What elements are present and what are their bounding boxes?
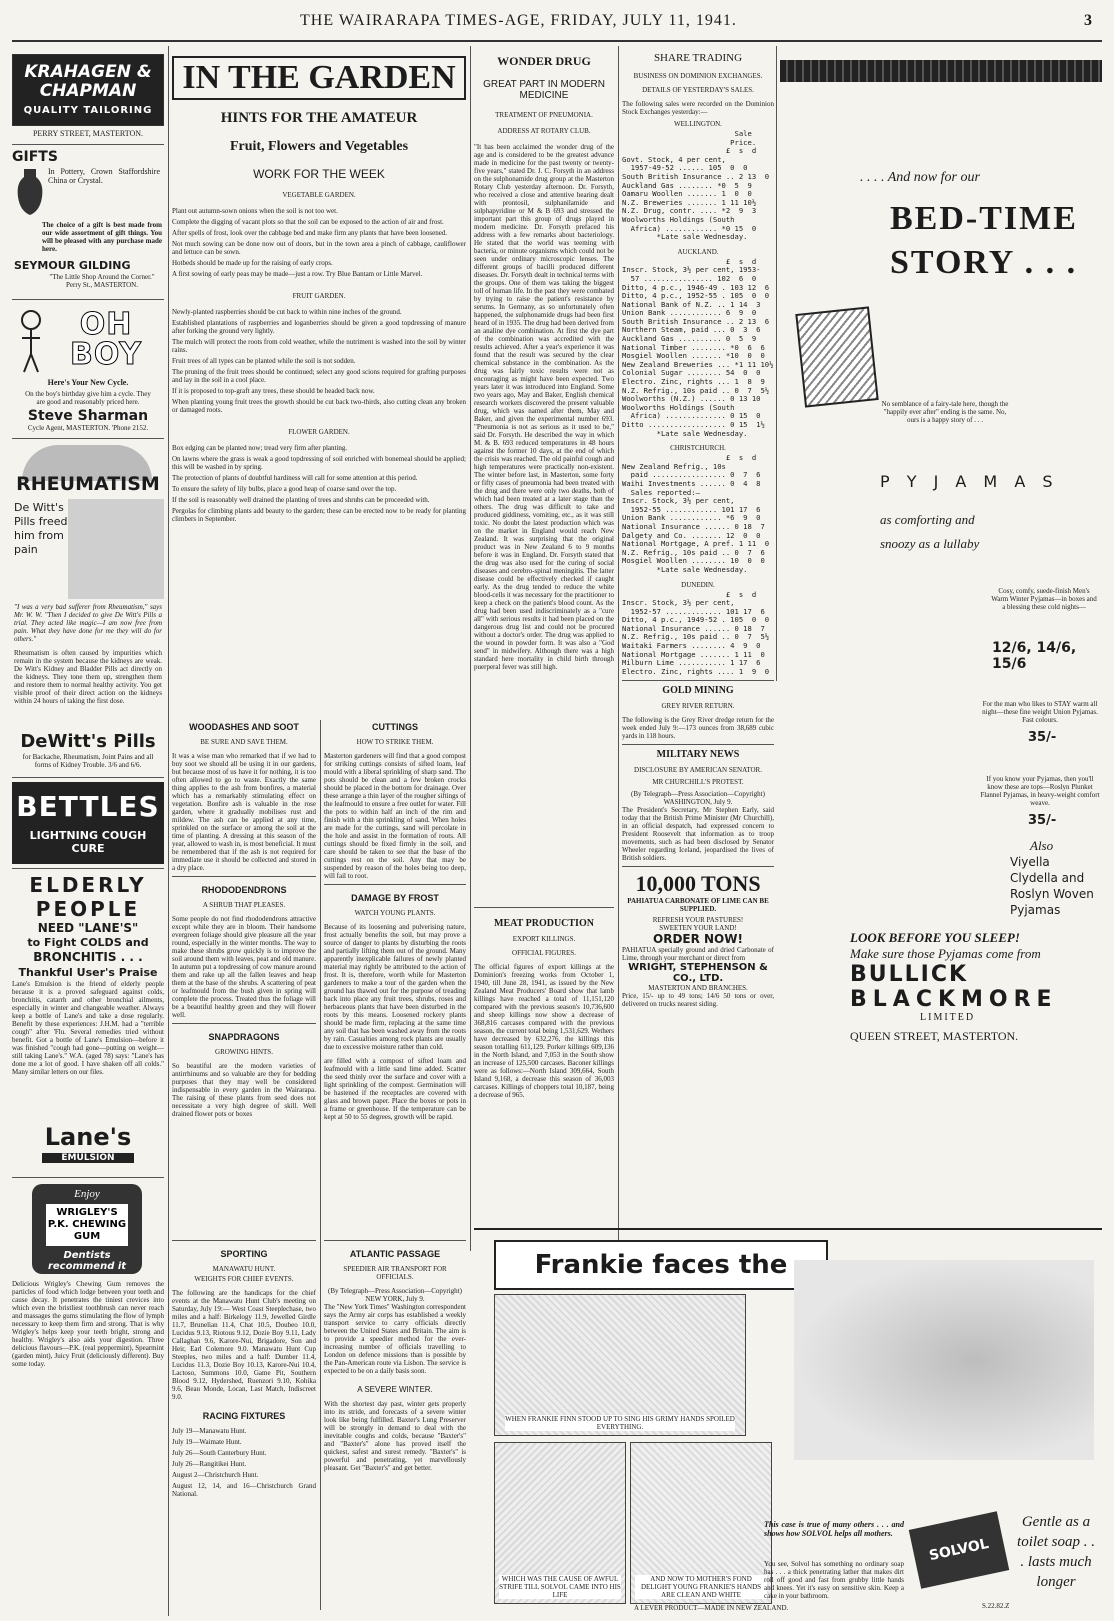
- garden-h3: WORK FOR THE WEEK: [253, 167, 385, 181]
- masthead: [0, 0, 1114, 46]
- dewitt-logo: DeWitt's Pills: [20, 731, 156, 752]
- frost-sub: WATCH YOUNG PLANTS.: [354, 909, 436, 917]
- panel-3-caption: AND NOW TO MOTHER'S FOND DELIGHT YOUNG FRANKIE'S HANDS ARE CLEAN AND WHITE: [635, 1575, 767, 1599]
- make-text: Make sure those Pyjamas come from: [850, 946, 1041, 961]
- bullick-blackmore-ad: [780, 60, 1102, 696]
- gold-body: The following is the Grey River dredge return for the week ended July 9:—173 ounces from 38,689 cubic yards in 118 hours.: [622, 716, 774, 741]
- masthead-rule: [12, 40, 1102, 42]
- solvol-bar-illustration: [909, 1511, 1010, 1588]
- tons-firm-sub: MASTERTON AND BRANCHES.: [648, 984, 748, 993]
- dewitts-ad: [12, 443, 164, 773]
- wrigley-enjoy: Enjoy: [74, 1188, 100, 1200]
- flower-head: FLOWER GARDEN.: [288, 428, 350, 436]
- meat-body: The official figures of export killings at the Dominion's freezing works from October 1, 1940, till June 28, 1941, as issued by the New Zealand Meat Producers' Board show that lamb killings have reached a total of 11,151,120 compared with the previous season's 10,736,600 and sheep killings now show a decrease of 368,816 carcases compared with the previous season, the current total being 1,531,629. Wethers have decreased by 632,276, the killings this season totalling 611,129. Porker killings 609,136 in the North Island, and 7,053 in the South show an increase of 125,500 carcases. Baconer killings were as follows:—North Island 309,664, South Island 9,168, a decrease this season of 36,003 carcases. Killings of choppers total 10,187, being a decrease of 965.: [474, 963, 614, 1099]
- limited-text: LIMITED: [920, 1012, 976, 1023]
- lanes-logo: Lane's: [44, 1123, 132, 1151]
- kc-address: PERRY STREET, MASTERTON.: [32, 129, 144, 138]
- fruit-item: The pruning of the fruit trees should be continued; select any good scions required for grafting purposes and lay in the soil in a cool place.: [172, 368, 466, 384]
- brands-text: Viyella Clydella and Roslyn Woven Pyjamas: [1010, 855, 1094, 917]
- oh-boy-headline: OH BOY: [69, 307, 143, 372]
- dunedin-head: DUNEDIN.: [681, 580, 715, 589]
- fruit-list: [172, 308, 466, 414]
- street-text: QUEEN STREET, MASTERTON.: [850, 1029, 1019, 1043]
- auckland-head: AUCKLAND.: [677, 247, 719, 256]
- panel-1-caption: WHEN FRANKIE FINN STOOD UP TO SING HIS GRIMY HANDS SPOILED EVERYTHING.: [505, 1415, 735, 1431]
- solvol-ad: [474, 1228, 1102, 1615]
- gifts-name: SEYMOUR GILDING: [14, 259, 131, 272]
- elderly-line-5: BRONCHITIS . . .: [33, 950, 143, 964]
- tons-headline: 10,000 TONS: [635, 871, 761, 897]
- cuttings-body: Masterton gardeners will find that a good compost for striking cuttings consists of sifted loam, leaf mould with a liberal sprinkling of sharp sand. The pots should be clean and a few broken crocks should be placed in the bottom for drainage. Over these arrange a thin layer of the rougher siftings of the leafmould to ensure a free outlet for water. Fill the pots to within half an inch of the rim and finish with a thin sprinkling of sand. When holes are made for the cuttings, sand will percolate in the hole and assist in the formation of roots. All cuttings should be fixed firmly in the soil, and care should be taken to see that the base of the cuttings rest on the soil. Any that may be suspended by reason of the holes being too deep, will fail to root.: [324, 752, 466, 880]
- dewitt-side-text: De Witt's Pills freed him from pain: [14, 501, 68, 556]
- praise-headline: Thankful User's Praise: [18, 966, 158, 979]
- solvol-title-box: [494, 1240, 828, 1290]
- fixture-item: August 12, 14, and 16—Christchurch Grand National.: [172, 1482, 316, 1498]
- veg-item: After spells of frost, look over the cabbage bed and make firm any plants that have been loosened.: [172, 229, 448, 237]
- page-number: 3: [1084, 12, 1092, 29]
- fruit-item: The mulch will protect the roots from cold weather, while the nutriment is washed into the soil by winter rains.: [172, 338, 466, 354]
- solvol-true: This case is true of many others . . . and shows how SOLVOL helps all mothers.: [764, 1520, 904, 1538]
- wrigley-body: Delicious Wrigley's Chewing Gum removes the particles of food which lodge between your teeth and cause decay. It penetrates the tiniest crevices into which even the bristliest toothbrush can never reach and massages the gums stimulating the flow of lymph necessary to keep them firm and strong. That is why Wrigley's helps keep your teeth bright, strong and healthy. Wrigley's also aids your digestion. Three delicious flavours—P.K. (real peppermint), Spearmint (garden mint), Juicy Fruit (deliciously different). Buy some today.: [12, 1280, 164, 1368]
- fruit-head: FRUIT GARDEN.: [292, 292, 346, 300]
- winter-body: With the shortest day past, winter gets properly into its stride, and forecasts of a severe winter look like being fulfilled. Baxter's Lung Preserver will be strongly in demand to deal with the inevitable coughs and colds, because "Baxter's" and "Baxter's" alone has proved itself the quickest, safest and surest remedy. "Baxter's" is powerful and penetrating, yet marvellously pleasant. Get "Baxter's" and get better.: [324, 1400, 466, 1472]
- meat-sub: EXPORT KILLINGS.: [512, 935, 576, 943]
- atlantic-article: [324, 1240, 466, 1601]
- veg-head: VEGETABLE GARDEN.: [282, 191, 356, 199]
- panel-1-illustration: [494, 1294, 746, 1436]
- price2: 35/-: [1028, 730, 1057, 745]
- woodashes-head: WOODASHES AND SOOT: [189, 722, 299, 732]
- flower-item: Pergolas for climbing plants add beauty to the garden; these can be erected now to be ready for planting climbers in September.: [172, 507, 466, 523]
- elderly-line-3: NEED "LANE'S": [37, 921, 139, 935]
- column-divider: [168, 46, 169, 1616]
- elderly-line-4: to Fight COLDS and: [27, 936, 149, 949]
- sporting-sub1: MANAWATU HUNT.: [212, 1265, 276, 1273]
- military-head: MILITARY NEWS: [656, 749, 740, 761]
- lanes-body: Lane's Emulsion is the friend of elderly people because it is a proved safeguard against colds, bronchitis, catarrh and other bronchial ailments, especially in winter and changeable weather. Always keep a bottle of Lane's and take a dose regularly. Benefit by these experiences: J.H.M. had a "terrible cough" after 'Flu. Several remedies tried without benefit. Got a bottle of Lane's Emulsion—before it was finished "cough had gone—putting on weight—still taking Lane's." W.A. (aged 78) says: "Lane's has done me a lot of good. I have shaken off all colds." Many similar letters on our files.: [12, 980, 164, 1076]
- wonder-sub: GREAT PART IN MODERN MEDICINE: [483, 79, 605, 101]
- solvol-body: You see, Solvol has something no ordinary soap has . . . a thick penetrating lather that makes dirt roll off good and fast from grubby little hands and knees. Yet it's easy on sensitive skin. Keep a cake in your bathroom.: [764, 1560, 904, 1600]
- wellington-head: WELLINGTON.: [674, 120, 722, 128]
- flower-list: [172, 444, 466, 523]
- tons-price: Price, 15/- up to 49 tons; 14/6 50 tons or over, delivered on trucks nearest siding.: [622, 992, 774, 1009]
- bettles-logo: BETTLES: [16, 790, 160, 823]
- gold-head: GOLD MINING: [662, 685, 734, 697]
- meat-s2: OFFICIAL FIGURES.: [512, 949, 576, 957]
- share-sub2: DETAILS OF YESTERDAY'S SALES.: [642, 86, 754, 94]
- elderly-line-2: PEOPLE: [35, 897, 141, 921]
- atlantic-body: The "New York Times" Washington correspondent says the Army air corps has established a weekly transport service to carry officials directly between the United States and Britain. The aim is to provide a speedier method for the ever-increasing number of officials travelling to London on defence missions than is possible by the Pan-American route via Lisbon. The service is expected to be on a daily basis soon.: [324, 1303, 466, 1375]
- also-text: Also: [1030, 838, 1054, 853]
- veg-item: Complete the digging of vacant plots so that the soil can be exposed to the action of air and frost.: [172, 218, 444, 226]
- rheum-quote: "I was a very bad sufferer from Rheumatism," says Mr. W. W. "Then I decided to give De Witt's Pills a trial. They acted like magic—I am now free from pain. What they have done for me they will do for others.": [14, 603, 162, 643]
- lanes-logo-sub: EMULSION: [42, 1153, 134, 1163]
- wonder-head: WONDER DRUG: [497, 54, 591, 68]
- fruit-item: Fruit trees of all types can be planted while the soil is not sodden.: [172, 357, 356, 365]
- tons-sub: PAHIATUA CARBONATE OF LIME CAN BE SUPPLIED.: [627, 897, 769, 914]
- atlantic-dateline: (By Telegraph—Press Association—Copyright) NEW YORK, July 9.: [328, 1287, 462, 1303]
- garden-h2: Fruit, Flowers and Vegetables: [229, 139, 409, 154]
- bedtime-line2: STORY . . .: [890, 244, 1078, 281]
- snap-continued: are filled with a compost of sifted loam and leafmould with a little sand lime added. Scatter the seed thinly over the surface and cover with a light sprinkling of the compost. Germination will be hastened if the receptacles are covered with glass and brown paper. Place the boxes or pots in a frame or greenhouse. If the temperature can be kept at 50 to 55 degrees, growth will be rapid.: [324, 1057, 466, 1121]
- snap-head: SNAPDRAGONS: [208, 1032, 280, 1042]
- christchurch-head: CHRISTCHURCH.: [670, 444, 726, 453]
- gifts-sub: "The Little Shop Around the Corner." Perry St., MASTERTON.: [49, 273, 155, 289]
- tons-l3: ORDER NOW!: [653, 932, 743, 947]
- pyjama-box-illustration: [795, 306, 878, 407]
- sporting-article: [172, 1240, 316, 1601]
- column-divider: [618, 46, 619, 1251]
- military-dateline: (By Telegraph—Press Association—Copyright) WASHINGTON, July 9.: [631, 790, 765, 807]
- vase-icon: [16, 167, 44, 217]
- gifts-body: The choice of a gift is best made from our wide assortment of gift things. You will be pleased with any purchase made here.: [42, 221, 162, 253]
- veg-item: Hotbeds should be made up for the raising of early crops.: [172, 259, 333, 267]
- rhodo-sub: A SHRUB THAT PLEASES.: [202, 901, 286, 909]
- fixture-item: July 26—South Canterbury Hunt.: [172, 1449, 267, 1457]
- frost-body: Because of its loosening and pulverising nature, frost actually benefits the soil, but may prove a source of danger to plants by disturbing the roots and partially lifting them out of the ground. Many apparently inexplicable failures of newly planted material may rightly be attributed to the action of frost. It is, therefore, worth while for Masterton gardeners to make a tour of the garden when the ground has thawed out for the purpose of treading back into place any fruit trees, shrubs, roses and herbaceous plants that have been disturbed in the roots by this means. Loosened rockery plants should be made firm, replacing at the same time any soil that has been washed away from the roots by rain. Casualties among rock plants are usually due to excessive moisture rather than cold.: [324, 923, 466, 1051]
- price3: 35/-: [1028, 813, 1057, 828]
- woodashes-sub: BE SURE AND SAVE THEM.: [200, 738, 288, 746]
- flower-item: Box edging can be planted now; tread very firm after planting.: [172, 444, 348, 452]
- fixture-item: July 19—Manawatu Hunt.: [172, 1427, 247, 1435]
- cuttings-sub: HOW TO STRIKE THEM.: [356, 738, 434, 746]
- cycle-name: Steve Sharman: [27, 408, 149, 424]
- fruit-item: When planting young fruit trees the growth should be cut back two-thirds, also cutting clean any broken or damaged roots.: [172, 398, 466, 414]
- solvol-code: S.22.82.Z: [982, 1602, 1010, 1610]
- lanes-ad: [12, 873, 164, 1173]
- gifts-title: GIFTS: [12, 149, 58, 165]
- atlantic-head: ATLANTIC PASSAGE: [349, 1249, 441, 1259]
- military-body: The President's Secretary, Mr Stephen Early, said today that the British Prime Minister (Mr Churchill), in an official despatch, had expressed concern to President Roosevelt that information as to troop movements, such as had been disclosed by Senator Wheeler regarding Iceland, jeopardised the lives of British soldiers.: [622, 806, 774, 863]
- pyjamas-word: P Y J A M A S: [880, 472, 1059, 491]
- kc-brand: KRAHAGEN & CHAPMAN: [24, 62, 152, 101]
- lime-ad: [622, 871, 774, 1008]
- military-sub2: MR CHURCHILL'S PROTEST.: [652, 778, 744, 787]
- flower-item: On lawns where the grass is weak a good topdressing of soil enriched with bonemeal should be applied; this will be washed in by spring.: [172, 455, 466, 471]
- bullick-lower-ad: [850, 700, 1102, 1120]
- christchurch-table: £ s d New Zealand Refrig., 10s paid ................. 0 7 6 Waihi Investments ...... 0 4 8 Sales reported:— Inscr. Stock, 3½ per cent, 1952-55 ............ 101 17 6 Union Bank ............ *6 9 0 National Insurance ...... 0 18 7 Dalgety and Co. ....... 12 0 0 National Mortgage, A pref. 1 11 0 N.Z. Refrig., 10s paid .. 0 7 6 Mosgiel Woollen ........ 10 0 0 *Late sale Wednesday.: [622, 453, 770, 574]
- wonder-body: "It has been acclaimed the wonder drug of the age and is considered to be the greatest advance made in medicine for the past twenty or twenty-five years," stated Dr. J. C. Forsyth in an address on the sulphonamide drug group at the Masterton Rotary Club yesterday afternoon. Dr. Forsyth, who received a close and attentive hearing dealt with prontosil, sulphanilamide and sulphapyridine or M & B 693 and stressed the important part this group of drugs played in modern medicine. Dr. Forsyth prefaced his address with a few remarks about bacteriology. He stated that the world was teeming with bacteria, or minute organisms which could not be seen under ordinary microscopic lenses. The different groups of bacilli produced different diseases. Dr. Forsyth dealt in technical terms with the groups. One of them was taking the biggest toll of human life. In the past they were combated by trying to raise the patient's resistance by serums. In Germany, as so unfortunately often happened, the sulphonamide drugs had been first heard of in 1935. The drug had been derived from an analine dye combination. At first the dye part of the combination was accredited with the results achieved. After a year's experience it was found that the result was secured by the clear chemical substance in the combination. As the drug was fairly toxic results were not as encouraging as might have been expected. Two years later it was introduced into England. Some two years ago, May and Baker, English chemical research workers discovered the present valuable drug, which was named after them, May and Baker, and given the experimental number 693. "Pneumonia is not as serious as it used to be," said Dr. Forsyth. He described the way in which M. & B. 693 reduced temperatures in 48 hours against the former 10 days, at the end of which the crisis was reached. The old painful cough and high temperatures were practically non-existent. The winter before last, in Masterton, some forty or fifty cases of pneumonia had been treated with the drug and there were only two deaths, both of which had been treated at a later stage than the others. The drug was difficult to take and produced giddiness, vomiting, etc., as it was still toxic. No doubt the latest production which was on the market in England would reach New Zealand. It was surprising that the original product was in New Zealand 6 to 9 months before it was in England. Dr. Forsyth stated that the drug was also used for the curing of social diseases and cerebro-spinal meningitis. The latter disease could be effectively checked if caught early. As the drug tended to reduce the white blood-cells it was necessary for the practitioner to keep a check on the patient's blood count. As the drug had been used indiscriminately as a "cure all" with serious results it had been placed on the dangerous drug list and could not be procured without a doctor's order. The drug was applied to the wound in powder form. It was also a "God send" in midwifery. Although there was a high standard here mortality in child birth through puerperal fever was still high.: [474, 143, 614, 671]
- veg-item: Not much sowing can be done now out of doors, but in the town area a pinch of cabbage, cauliflower and lettuce can be sown.: [172, 240, 466, 256]
- veg-list: [172, 207, 466, 278]
- cycle-sub: Cycle Agent, MASTERTON. 'Phone 2152.: [27, 424, 149, 432]
- fruit-item: Established plantations of raspberries and loganberries should be given a good topdressing of manure after forking the ground very lightly.: [172, 319, 466, 335]
- meat-head: MEAT PRODUCTION: [494, 918, 594, 929]
- comfort-text: as comforting and snoozy as a lullaby: [880, 512, 980, 551]
- column-divider: [320, 720, 321, 1610]
- wellington-table: Sale Price. £ s d Govt. Stock, 4 per cent, 1957-49-52 ...... 105 0 0 South British Insurance .. 2 13 0 Auckland Gas ........ *0 5 9 Oamaru Woollen ....... 1 0 0 N.Z. Breweries ....... 1 11 10½ N.Z. Drug, contr. .... *2 9 3 Woolworths Holdings (South Africa) ............ *0 15 0 *Late sale Wednesday.: [622, 129, 770, 242]
- solvol-brand: SOLVOL: [927, 1535, 991, 1565]
- dewitt-footer: for Backache, Rheumatism, Joint Pains and all forms of Kidney Trouble. 3/6 and 6/6.: [22, 753, 154, 769]
- krahagen-chapman-ad: [12, 54, 164, 126]
- garden-left-subcolumn: [172, 722, 316, 1322]
- auckland-table: £ s d Inscr. Stock, 3½ per cent, 1953- 57 ................ 102 6 0 Ditto, 4 p.c., 1946-49 . 103 12 6 Ditto, 4 p.c., 1952-55 . 105 0 0 National Bank of N.Z. .. 1 14 3 Union Bank ............ 6 9 0 South British Insurance .. 2 13 6 Northern Steam, paid ... 0 3 6 Auckland Gas .......... 0 5 9 National Timber ........ *0 6 6 Mosgiel Woollen ....... *10 0 0 New Zealand Breweries ... *1 11 10½ Colonial Sugar ........ 54 0 0 Electro. Zinc, rights ... 1 8 9 N.Z. Refrig., 10s paid .. 0 7 5½ Woolworths (N.Z.) ...... 0 13 10 Woolworths Holdings (South Africa) .............. 0 15 0 Ditto .................. 0 15 1½ *Late sale Wednesday.: [622, 256, 774, 438]
- garden-right-subcolumn: [324, 722, 466, 1202]
- cycle-body: On the boy's birthday give him a cycle. They are good and reasonably priced here.: [25, 390, 151, 406]
- fixtures-list: [172, 1427, 316, 1498]
- bedtime-line1: BED-TIME: [890, 200, 1078, 237]
- flower-item: To ensure the safety of lily bulbs, place a good heap of coarse sand over the top.: [172, 485, 397, 493]
- bettles-ad: [12, 782, 164, 864]
- column-divider: [470, 46, 471, 1251]
- tons-l1: REFRESH YOUR PASTURES!: [652, 916, 744, 925]
- fairy-text: No semblance of a fairy-tale here, though the "happily ever after" ending is the same. No, ours is a happy story of . . .: [881, 400, 1009, 424]
- fruit-item: If it is proposed to top-graft any trees, these should be headed back now.: [172, 387, 375, 395]
- look-text: LOOK BEFORE YOU SLEEP!: [850, 930, 1020, 945]
- garden-article: [172, 48, 466, 718]
- rheum-body: Rheumatism is often caused by impurities which remain in the system because the kidneys are weak. De Witt's Kidney and Bladder Pills act directly on the kidneys. They tone them up, strengthen them and restore them to normal healthy activity. You get visible proof of their direct action on the kidneys within 24 hours of taking the first dose.: [14, 649, 162, 705]
- hands-photo: [794, 1260, 1094, 1460]
- sporting-sub2: WEIGHTS FOR CHIEF EVENTS.: [194, 1275, 294, 1283]
- cycle-ad: [12, 304, 164, 434]
- share-sub1: BUSINESS ON DOMINION EXCHANGES.: [633, 72, 763, 80]
- fixtures-head: RACING FIXTURES: [202, 1411, 286, 1421]
- winter-head: A SEVERE WINTER.: [357, 1385, 433, 1394]
- fixture-item: August 2—Christchurch Hunt.: [172, 1471, 259, 1479]
- bettles-sub: LIGHTNING COUGH CURE: [29, 829, 147, 855]
- fixture-item: July 19—Waimate Hunt.: [172, 1438, 242, 1446]
- stay-text: For the man who likes to STAY warm all night—these fine weight Union Pyjamas. Fast colours.: [982, 700, 1098, 724]
- masthead-title: THE WAIRARAPA TIMES-AGE, FRIDAY, JULY 11, 1941.: [300, 12, 737, 29]
- military-sub1: DISCLOSURE BY AMERICAN SENATOR.: [634, 766, 762, 775]
- share-intro: The following sales were recorded on the Dominion Stock Exchanges yesterday:—: [622, 100, 774, 116]
- frost-head: DAMAGE BY FROST: [351, 893, 439, 903]
- blackmore-name: BLACKMORE: [850, 987, 1058, 1012]
- gifts-lines: In Pottery, Crown Staffordshire China or Crystal.: [48, 167, 160, 185]
- prices1: 12/6, 14/6, 15/6: [992, 640, 1077, 672]
- cycle-headline: Here's Your New Cycle.: [47, 378, 129, 387]
- atlantic-sub: SPEEDIER AIR TRANSPORT FOR OFFICIALS.: [343, 1265, 447, 1281]
- wrigley-brand: WRIGLEY'S P.K. CHEWING GUM: [46, 1204, 128, 1246]
- kc-tagline: QUALITY TAILORING: [23, 105, 153, 116]
- panel-2-illustration: [494, 1442, 626, 1604]
- solvol-footer: A LEVER PRODUCT—MADE IN NEW ZEALAND.: [634, 1604, 789, 1612]
- veg-item: A first sowing of early peas may be made—just a row. Try Blue Bantam or Little Marvel.: [172, 270, 423, 278]
- elderly-line-1: ELDERLY: [29, 873, 147, 897]
- gold-sub: GREY RIVER RETURN.: [661, 702, 735, 711]
- panel-2-caption: WHICH WAS THE CAUSE OF AWFUL STRIFE TILL SOLVOL CAME INTO HIS LIFE: [499, 1575, 621, 1599]
- dunedin-table: £ s d Inscr. Stock, 3½ per cent, 1952-57 ............. 101 17 6 Ditto, 4 p.c., 1949-52 . 105 0 0 National Insurance ...... 0 18 7 N.Z. Refrig., 10s paid .. 0 7 5½ Waitaki Farmers ........ 4 9 0 National Mortgage ....... 1 11 0 Milburn Lime ........... 1 17 6 Electro. Zinc, rights .... 1 9 0: [622, 589, 770, 676]
- column-divider: [776, 46, 777, 681]
- fixture-item: July 26—Rangitikei Hunt.: [172, 1460, 247, 1468]
- left-ad-column: [12, 48, 164, 1613]
- fruit-item: Newly-planted raspberries should be cut back to within nine inches of the ground.: [172, 308, 402, 316]
- veg-item: Plant out autumn-sown onions when the soil is not too wet.: [172, 207, 338, 215]
- share-trading-column: [622, 48, 774, 1253]
- wonder-s2: TREATMENT OF PNEUMONIA.: [495, 111, 593, 119]
- ad-top-border: [780, 60, 1102, 82]
- gifts-ad: [12, 149, 164, 295]
- share-head: SHARE TRADING: [653, 52, 743, 64]
- garden-banner: IN THE GARDEN: [172, 56, 466, 100]
- sporting-body: The following are the handicaps for the chief events at the Manawatu Hunt Club's meeting on Saturday, July 19:— West Coast Steeplechase, two miles and a half: Birkelogy 11.9, Jewelled Girdle 11.7, Brunelian 11.4, Chat 10.5, Doubeo 10.0, Lucidus 9.13, Riotous 9.12, Dozie Boy 9.11, Lady Callaghan 9.6, Karore-Nui, Brigadore, Son and Heir, Earl Colemore 9.0. Manawatu Hunt Cup Steeples, two miles and a half: Dumber 11.4, Lucidus 11.3, Dozie Boy 10.13, Karore-Nui 10.4, Lactoso, Summons 10.0, Game Pit, Southern Blood 9.12, Hydershed, Ruenzori 9.10, Kohika 9.6, Beau Monde, Locan, Last Match, Indiscreet 9.0.: [172, 1289, 316, 1401]
- sporting-head: SPORTING: [220, 1249, 268, 1259]
- garden-h1: HINTS FOR THE AMATEUR: [220, 110, 418, 126]
- wrigley-badge: [32, 1184, 142, 1274]
- wonder-drug-article: [474, 48, 614, 1253]
- solvol-title: Frankie faces the: [534, 1250, 788, 1280]
- rhodo-head: RHODODENDRONS: [201, 885, 287, 895]
- flower-item: If the soil is reasonably well drained the planting of trees and shrubs can be proceeded with.: [172, 496, 430, 504]
- flower-item: The protection of plants of doubtful hardiness will call for some attention at this period.: [172, 474, 418, 482]
- tons-body: PAHIATUA specially ground and dried Carbonate of Lime, through your merchant or direct from: [622, 946, 774, 963]
- rhodo-body: Some people do not find rhododendrons attractive except while they are in bloom. Their handsome evergreen foliage should give pleasure all the year round, especially in the winter months. The way to make these shrubs grow quickly is to improve the soil around them with leaves, peat and old manure. In autumn put a topdressing of cow manure around them and rake up all the fallen leaves and heap them at the base of the shrubs. A scattering of peat or leafmould from the bush given in spring will complete the process. Treated thus the foliage will be a beautiful healthy green and they will flower well.: [172, 915, 316, 1019]
- snap-sub: GROWING HINTS.: [215, 1048, 273, 1056]
- bullick-name: BULLICK: [850, 962, 969, 987]
- tons-l2: SWEETEN YOUR LAND!: [659, 924, 737, 933]
- panel-3-illustration: [630, 1442, 772, 1604]
- cuttings-head: CUTTINGS: [372, 722, 418, 732]
- snap-body: So beautiful are the modern varieties of antirrhinums and so valuable are they for bedding purposes that they may well be considered indispensable in every garden in the Wairarapa. The raising of these plants from seed does not necessitate a very high degree of skill. Well drained flower pots or boxes: [172, 1062, 316, 1118]
- wonder-s3: ADDRESS AT ROTARY CLUB.: [497, 127, 591, 135]
- woodashes-body: It was a wise man who remarked that if we had to buy soot we should all be using it in our gardens, but because most of us have it for nothing, it is too often allowed to go to waste. Exactly the same thing applies to the ash from bonfires, a material which has a remarkably stimulating effect on vegetation. Bonfire ash is valuable in the rose garden, where it gradually mobilises rust and mildew. The ash can be applied at any time, sprinkled on the surface or among the soil at the time of planting. A dressing at this season of the year, allowed to wash in, is most beneficial. It must be remembered that if the ash is not required for immediate use it should be collected and stored in a dry place.: [172, 752, 316, 872]
- wrigleys-ad: [12, 1182, 164, 1422]
- tons-firm: WRIGHT, STEPHENSON & CO., LTD.: [628, 962, 768, 985]
- know-text: If you know your Pyjamas, then you'll know these are tops—Roslyn Plunket Flannel Pyjamas, in heavy-weight comfort weave.: [980, 775, 1100, 807]
- boy-illustration-icon: [16, 308, 46, 378]
- bed-now: . . . . And now for our: [860, 170, 980, 185]
- man-photo: [68, 499, 164, 599]
- rheumatism-headline: RHEUMATISM: [16, 473, 160, 495]
- wrigley-banner: Dentists recommend it: [47, 1250, 127, 1272]
- cosy-text: Cosy, comfy, suede-finish Men's Warm Winter Pyjamas—in boxes and a blessing these cold nights—: [991, 587, 1097, 611]
- solvol-gentle: Gentle as a toilet soap . . . lasts much longer: [1017, 1514, 1095, 1590]
